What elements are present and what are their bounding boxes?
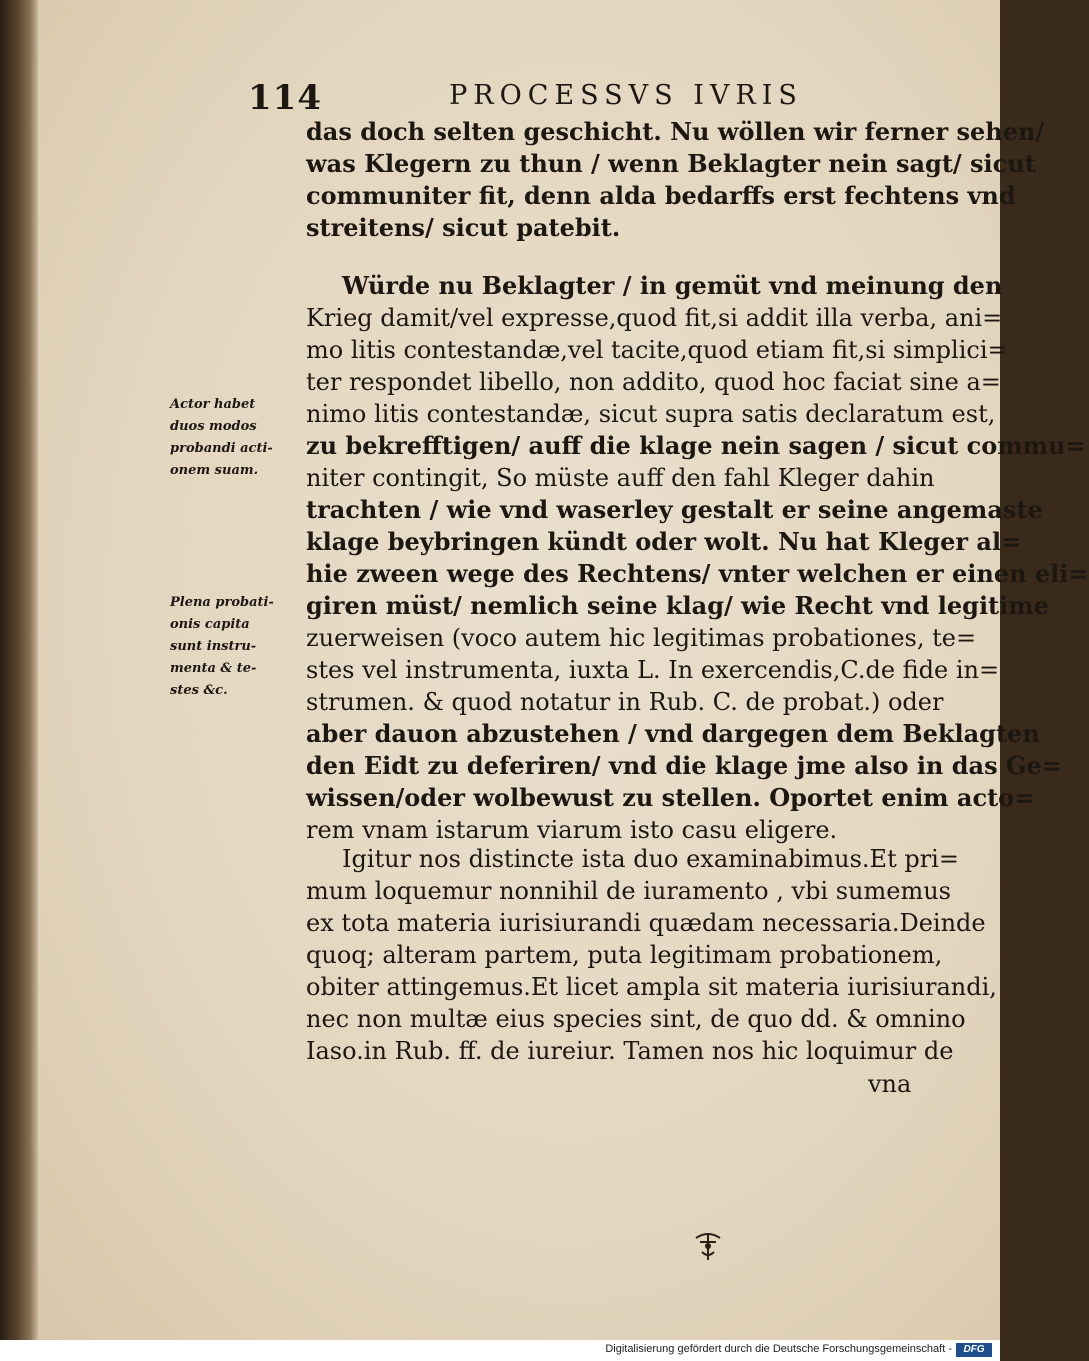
gloss-line: Plena probati- bbox=[170, 595, 274, 610]
text-line: wissen/oder wolbewust zu stellen. Oportet enim acto= bbox=[306, 783, 1035, 812]
text-line: das doch selten geschicht. Nu wöllen wir ferner sehen/ bbox=[306, 117, 1045, 146]
text-line: aber dauon abzustehen / vnd dargegen dem Beklagten bbox=[306, 719, 1040, 748]
dfg-credit: Digitalisierung gefördert durch die Deutsche Forschungsgemeinschaft - bbox=[605, 1343, 952, 1355]
text-line: Krieg damit/vel expresse,quod fit,si addit illa verba, ani= bbox=[306, 304, 1003, 332]
text-line: zuerweisen (voco autem hic legitimas probationes, te= bbox=[306, 624, 977, 652]
text-line: mum loquemur nonnihil de iuramento , vbi sumemus bbox=[306, 877, 951, 905]
gloss-line: duos modos bbox=[170, 419, 257, 434]
paragraph-1 bbox=[306, 116, 1045, 244]
text-line: was Klegern zu thun / wenn Beklagter nein sagt/ sicut bbox=[306, 149, 1036, 178]
running-head: PROCESSVS IVRIS bbox=[449, 80, 803, 111]
text-line: ex tota materia iurisiurandi quædam necessaria.Deinde bbox=[306, 909, 986, 937]
text-line: zu bekrefftigen/ auff die klage nein sagen / sicut commu= bbox=[306, 431, 1086, 460]
paragraph-2 bbox=[306, 270, 1089, 846]
marginal-gloss-actor bbox=[170, 394, 298, 482]
paragraph-3 bbox=[306, 843, 997, 1067]
page-number: 114 bbox=[248, 78, 322, 118]
gloss-line: onis capita bbox=[170, 617, 250, 632]
text-line: nec non multæ eius species sint, de quo dd. & omnino bbox=[306, 1005, 966, 1033]
footer-bar bbox=[0, 1340, 1000, 1361]
text-line: Würde nu Beklagter / in gemüt vnd meinung den bbox=[342, 271, 1003, 300]
gloss-line: Actor habet bbox=[170, 397, 256, 412]
gloss-line: onem suam. bbox=[170, 463, 259, 478]
catchword: vna bbox=[868, 1070, 912, 1098]
text-line: giren müst/ nemlich seine klag/ wie Recht vnd legitime bbox=[306, 591, 1049, 620]
text-line: Iaso.in Rub. ff. de iureiur. Tamen nos hic loquimur de bbox=[306, 1037, 954, 1065]
text-line: klage beybringen kündt oder wolt. Nu hat Kleger al= bbox=[306, 527, 1022, 556]
text-line: rem vnam istarum viarum isto casu eligere. bbox=[306, 816, 838, 844]
dfg-logo: DFG bbox=[956, 1343, 992, 1357]
gloss-line: sunt instru- bbox=[170, 639, 257, 654]
text-line: mo litis contestandæ,vel tacite,quod etiam fit,si simplici= bbox=[306, 336, 1008, 364]
stamp-ornament-icon bbox=[688, 1228, 728, 1264]
gloss-line: menta & te- bbox=[170, 661, 257, 676]
marginal-gloss-plena-probatio bbox=[170, 592, 298, 702]
text-line: stes vel instrumenta, iuxta L. In exercendis,C.de fide in= bbox=[306, 656, 1000, 684]
text-line: quoq; alteram partem, puta legitimam probationem, bbox=[306, 941, 943, 969]
text-line: nimo litis contestandæ, sicut supra satis declaratum est, bbox=[306, 400, 996, 428]
text-line: Igitur nos distincte ista duo examinabimus.Et pri= bbox=[342, 845, 959, 873]
text-line: niter contingit, So müste auff den fahl Kleger dahin bbox=[306, 464, 935, 492]
text-line: ter respondet libello, non addito, quod hoc faciat sine a= bbox=[306, 368, 1001, 396]
text-line: communiter fit, denn alda bedarffs erst fechtens vnd bbox=[306, 181, 1016, 210]
text-line: den Eidt zu deferiren/ vnd die klage jme also in das Ge= bbox=[306, 751, 1062, 780]
gloss-line: stes &c. bbox=[170, 683, 228, 698]
text-line: hie zween wege des Rechtens/ vnter welchen er einen eli= bbox=[306, 559, 1089, 588]
text-line: trachten / wie vnd waserley gestalt er seine angemaste bbox=[306, 495, 1043, 524]
text-line: obiter attingemus.Et licet ampla sit materia iurisiurandi, bbox=[306, 973, 997, 1001]
book-page bbox=[38, 0, 1089, 1340]
text-line: strumen. & quod notatur in Rub. C. de probat.) oder bbox=[306, 688, 944, 716]
gloss-line: probandi acti- bbox=[170, 441, 273, 456]
text-line: streitens/ sicut patebit. bbox=[306, 213, 621, 242]
